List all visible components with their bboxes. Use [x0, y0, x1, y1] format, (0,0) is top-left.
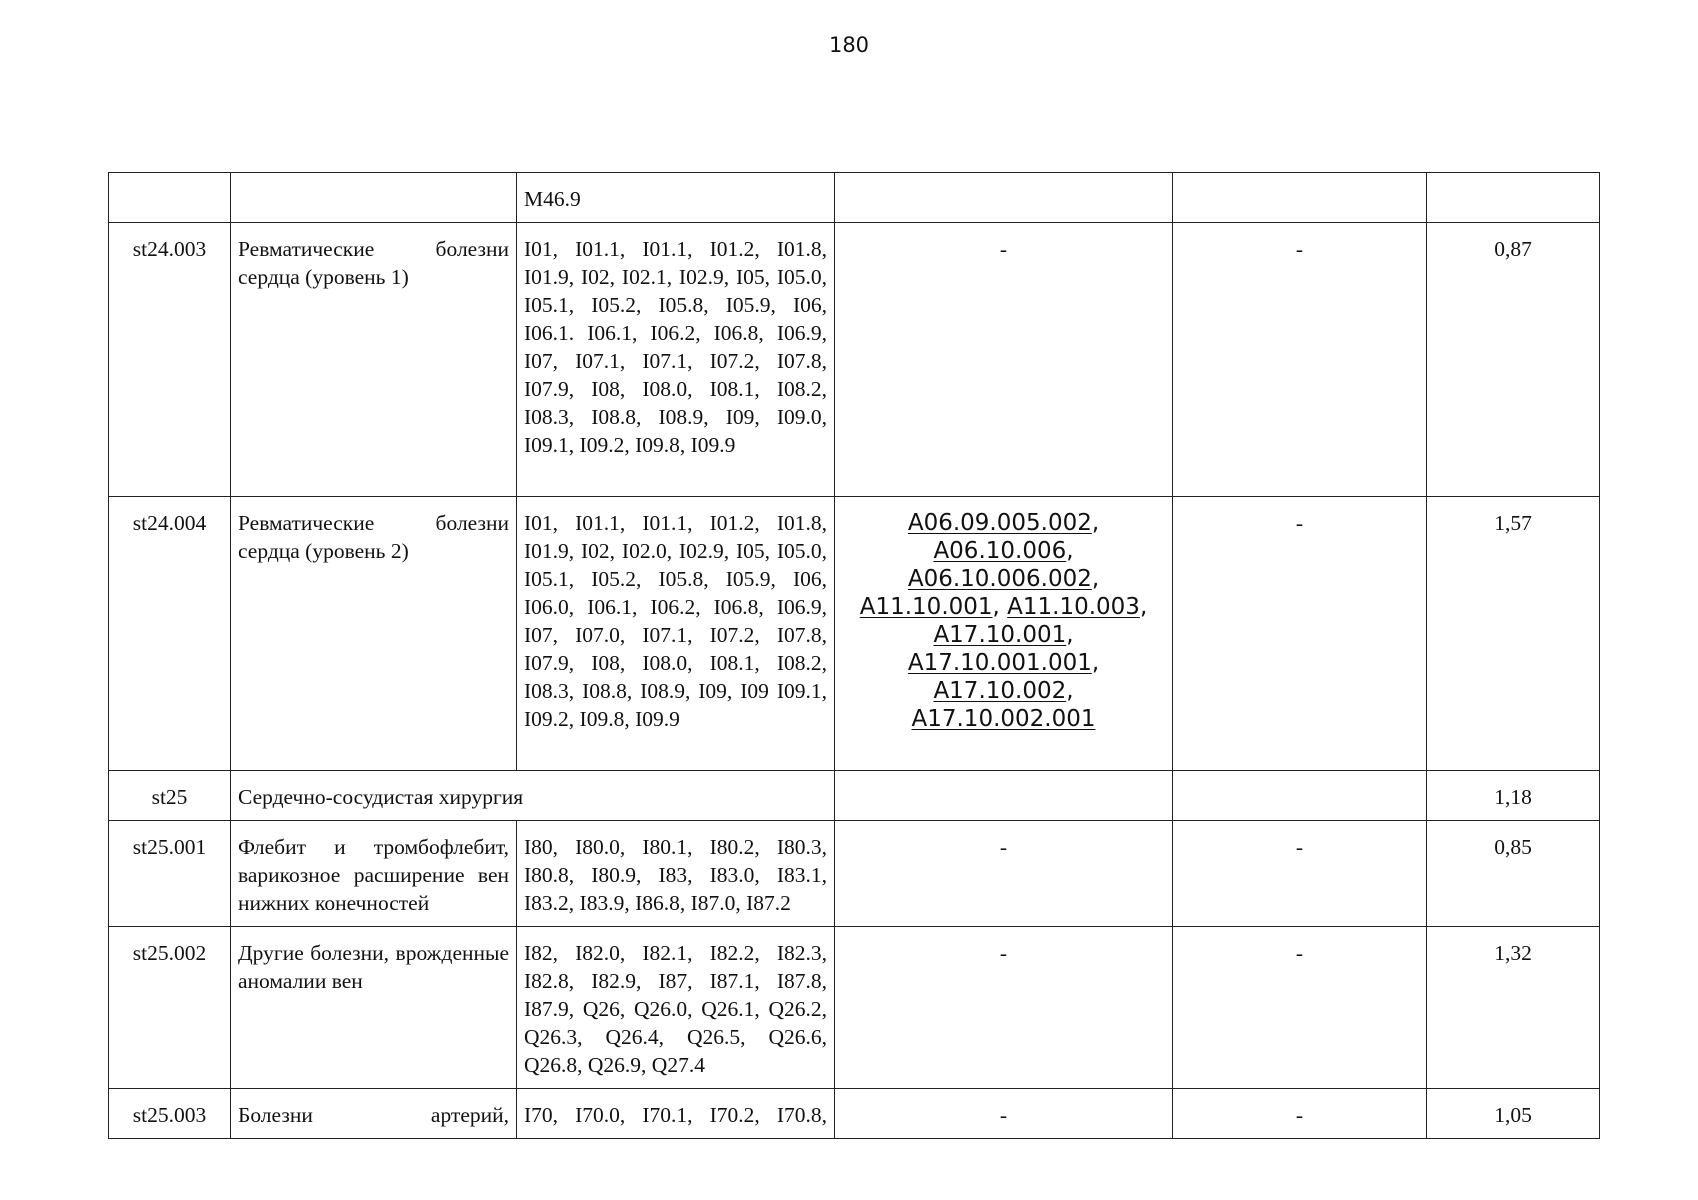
- operation-codes-cell: A06.09.005.002, A06.10.006, A06.10.006.002, A11.10.001, A11.10.003, A17.10.001, A17.10.001.001, A17.10.002, A17.10.002.001: [835, 497, 1173, 771]
- criteria-cell: [1173, 173, 1427, 223]
- diagnosis-codes-cell: I01, I01.1, I01.1, I01.2, I01.8, I01.9, I02, I02.0, I02.9, I05, I05.0, I05.1, I05.2, I05.8, I05.9, I06, I06.0, I06.1, I06.2, I06.8, I06.9, I07, I07.0, I07.1, I07.2, I07.8, I07.9, I08, I08.0, I08.1, I08.2, I08.3, I08.8, I08.9, I09, I09 I09.1, I09.2, I09.8, I09.9: [517, 497, 835, 771]
- table-row: [109, 927, 1600, 1089]
- operation-dash: -: [999, 941, 1008, 965]
- ksg-name-cell: Ревматические болезни сердца (уровень 2): [231, 497, 517, 771]
- table-row: [109, 223, 1600, 497]
- criteria-cell: -: [1173, 927, 1427, 1089]
- ksg-name-cell: Другие болезни, врожденные аномалии вен: [231, 927, 517, 1089]
- criteria-cell: -: [1173, 1089, 1427, 1139]
- operation-codes-cell: [835, 771, 1173, 821]
- ksg-code-cell: st25.003: [109, 1089, 231, 1139]
- profile-name: Сердечно-сосудистая хирургия: [238, 785, 524, 809]
- coefficient-cell: 1,05: [1427, 1089, 1600, 1139]
- diagnosis-codes-cell: M46.9: [517, 173, 835, 223]
- coefficient-cell: 1,32: [1427, 927, 1600, 1089]
- page-number: 180: [828, 33, 870, 57]
- criteria-cell: -: [1173, 223, 1427, 497]
- ksg-code-cell: st25.001: [109, 821, 231, 927]
- ksg-code-cell: st25: [109, 771, 231, 821]
- tariff-table: [108, 172, 1600, 1139]
- operation-dash: -: [999, 237, 1008, 261]
- diagnosis-codes-cell: I82, I82.0, I82.1, I82.2, I82.3, I82.8, I82.9, I87, I87.1, I87.8, I87.9, Q26, Q26.0, Q26.1, Q26.2, Q26.3, Q26.4, Q26.5, Q26.6, Q26.8, Q26.9, Q27.4: [517, 927, 835, 1089]
- ksg-name-cell: [231, 173, 517, 223]
- ksg-profile-name-cell: [231, 771, 835, 821]
- operation-code-link[interactable]: A17.10.001.001: [907, 650, 1092, 676]
- operation-code-link[interactable]: A17.10.002.001: [911, 706, 1096, 732]
- coefficient-cell: 0,85: [1427, 821, 1600, 927]
- criteria-cell: -: [1173, 497, 1427, 771]
- table-row: [109, 497, 1600, 771]
- operation-code-link[interactable]: A06.10.006.002: [907, 566, 1092, 592]
- table-row: [109, 173, 1600, 223]
- operation-codes-cell: [835, 173, 1173, 223]
- diagnosis-codes-cell: I01, I01.1, I01.1, I01.2, I01.8, I01.9, I02, I02.1, I02.9, I05, I05.0, I05.1, I05.2, I05.8, I05.9, I06, I06.1. I06.1, I06.2, I06.8, I06.9, I07, I07.1, I07.1, I07.2, I07.8, I07.9, I08, I08.0, I08.1, I08.2, I08.3, I08.8, I08.9, I09, I09.0, I09.1, I09.2, I09.8, I09.9: [517, 223, 835, 497]
- table-row: [109, 771, 1600, 821]
- operation-code-link[interactable]: A06.10.006: [933, 538, 1067, 564]
- coefficient-cell: [1427, 173, 1600, 223]
- operation-codes-cell: [835, 223, 1173, 497]
- diagnosis-codes-cell: I80, I80.0, I80.1, I80.2, I80.3, I80.8, I80.9, I83, I83.0, I83.1, I83.2, I83.9, I86.8, I87.0, I87.2: [517, 821, 835, 927]
- operation-codes-cell: [835, 927, 1173, 1089]
- table-row: [109, 821, 1600, 927]
- ksg-name-cell: [231, 1089, 517, 1139]
- ksg-name-cell: Ревматические болезни сердца (уровень 1): [231, 223, 517, 497]
- ksg-name-text: Болезни артерий,: [238, 1103, 509, 1127]
- diagnosis-codes-text: I70, I70.0, I70.1, I70.2, I70.8,: [524, 1103, 827, 1127]
- operation-code-link[interactable]: A11.10.001: [859, 594, 993, 620]
- operation-dash: -: [999, 1103, 1008, 1127]
- diagnosis-codes-cell: [517, 1089, 835, 1139]
- ksg-code-cell: st24.003: [109, 223, 231, 497]
- criteria-cell: [1173, 771, 1427, 821]
- operation-dash: -: [999, 835, 1008, 859]
- operation-codes-cell: [835, 821, 1173, 927]
- table-row: [109, 1089, 1600, 1139]
- ksg-name-cell: Флебит и тромбофлебит, варикозное расширение вен нижних конечностей: [231, 821, 517, 927]
- operation-code-link[interactable]: A17.10.002: [933, 678, 1067, 704]
- operation-codes-cell: [835, 1089, 1173, 1139]
- operation-code-link[interactable]: A11.10.003: [1007, 594, 1140, 620]
- coefficient-cell: 0,87: [1427, 223, 1600, 497]
- coefficient-cell: 1,57: [1427, 497, 1600, 771]
- ksg-code-cell: st24.004: [109, 497, 231, 771]
- criteria-cell: -: [1173, 821, 1427, 927]
- operation-code-link[interactable]: A17.10.001: [933, 622, 1067, 648]
- operation-code-link[interactable]: A06.09.005.002: [907, 510, 1092, 536]
- ksg-code-cell: st25.002: [109, 927, 231, 1089]
- ksg-code-cell: [109, 173, 231, 223]
- coefficient-cell: 1,18: [1427, 771, 1600, 821]
